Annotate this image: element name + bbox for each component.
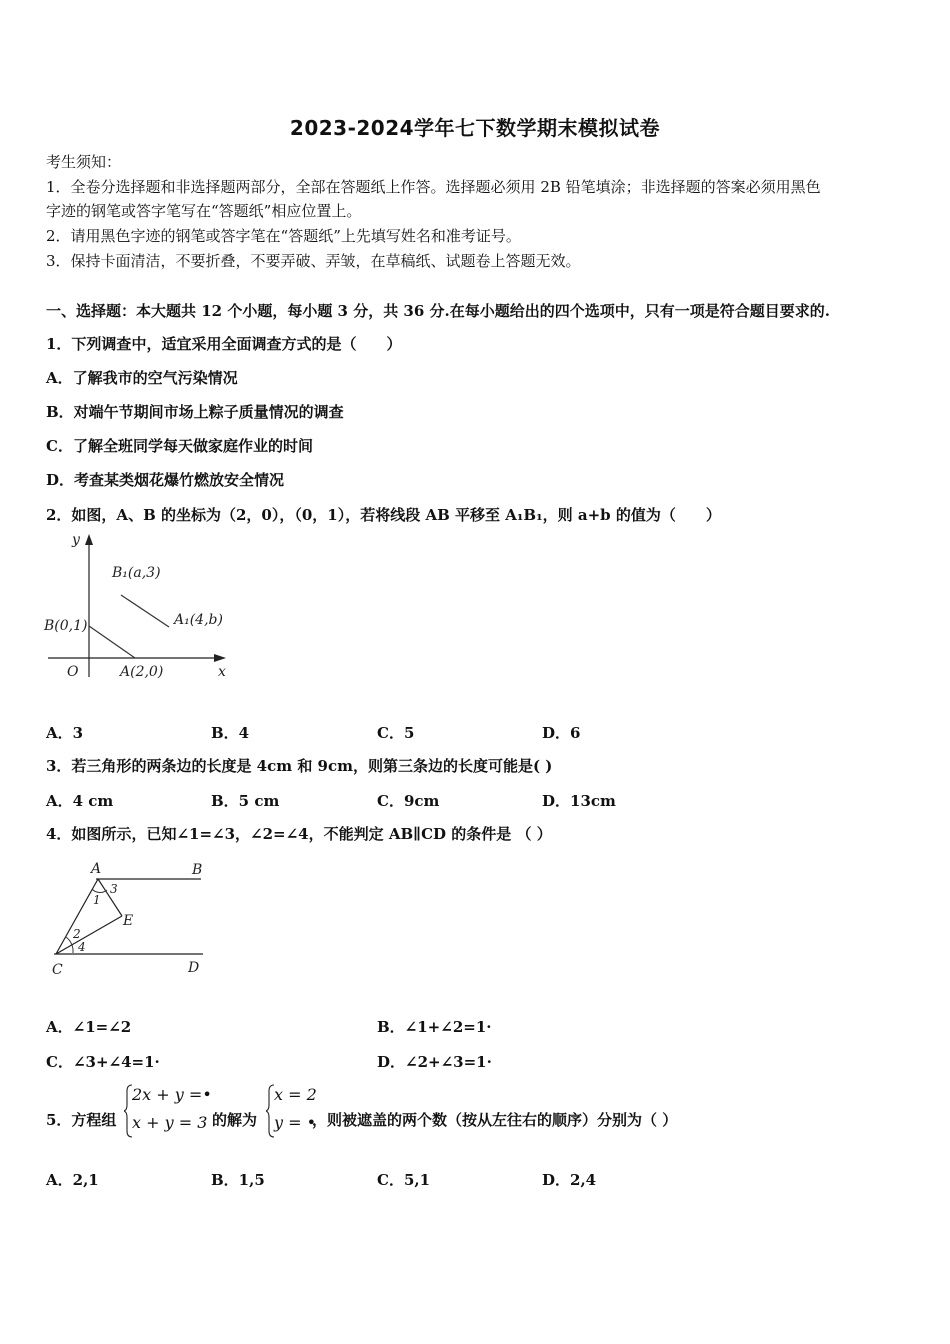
question-5-suffix: ，则被遮盖的两个数（按从左往右的顺序）分别为（ ） bbox=[312, 1111, 678, 1129]
question-3-option-a: A．4 cm bbox=[46, 792, 114, 810]
angle-1-label: 1 bbox=[93, 893, 101, 907]
angle-2-label: 2 bbox=[73, 927, 81, 941]
solution-x: x = 2 bbox=[274, 1085, 317, 1104]
question-5-option-b: B．1,5 bbox=[211, 1171, 265, 1189]
page-title: 2023-2024学年七下数学期末模拟试卷 bbox=[289, 116, 661, 140]
solution-y: y = • bbox=[274, 1113, 317, 1132]
question-5-option-d: D．2,4 bbox=[542, 1171, 597, 1189]
origin-label: O bbox=[67, 664, 79, 680]
question-2-option-c: C．5 bbox=[377, 724, 415, 742]
question-2-stem: 2．如图，A、B 的坐标为（2，0），（0，1），若将线段 AB 平移至 A₁B₁，则 a+b 的值为（ ） bbox=[46, 506, 721, 524]
question-3-option-d: D．13cm bbox=[542, 792, 616, 810]
point-a-label: A(2,0) bbox=[120, 664, 164, 680]
equation-1: 2x + y =• bbox=[132, 1085, 212, 1104]
question-4-stem: 4．如图所示，已知∠1=∠3，∠2=∠4，不能判定 AB∥CD 的条件是 （ ） bbox=[46, 825, 552, 843]
notice-item-2: 2．请用黑色字迹的钢笔或答字笔在“答题纸”上先填写姓名和准考证号。 bbox=[46, 227, 521, 245]
question-1-option-d: D．考查某类烟花爆竹燃放安全情况 bbox=[46, 471, 285, 489]
notice-item-1: 1．全卷分选择题和非选择题两部分，全部在答题纸上作答。选择题必须用 2B 铅笔填涂；非选择题的答案必须用黑色 bbox=[46, 178, 821, 196]
question-3-stem: 3．若三角形的两条边的长度是 4cm 和 9cm，则第三条边的长度可能是( ) bbox=[46, 757, 553, 775]
point-a1-label: A₁(4,b) bbox=[174, 612, 223, 628]
question-2-option-d: D．6 bbox=[542, 724, 581, 742]
point-d-label: D bbox=[188, 960, 200, 976]
notice-item-1-cont: 字迹的钢笔或答字笔写在“答题纸”相应位置上。 bbox=[46, 202, 362, 220]
question-4-option-d: D．∠2+∠3=1· bbox=[377, 1053, 492, 1071]
question-2-option-b: B．4 bbox=[211, 724, 250, 742]
question-5-option-a: A．2,1 bbox=[46, 1171, 99, 1189]
notice-item-3: 3．保持卡面清洁，不要折叠，不要弄破、弄皱，在草稿纸、试题卷上答题无效。 bbox=[46, 252, 581, 270]
question-5-prefix: 5．方程组 bbox=[46, 1111, 117, 1129]
question-4-option-a: A．∠1=∠2 bbox=[46, 1018, 132, 1036]
axis-label-x: x bbox=[218, 664, 226, 680]
section-heading: 一、选择题：本大题共 12 个小题，每小题 3 分，共 36 分.在每小题给出的四个选项中，只有一项是符合题目要求的. bbox=[46, 302, 830, 320]
question-2-option-a: A．3 bbox=[46, 724, 84, 742]
angle-3-label: 3 bbox=[110, 882, 118, 896]
point-c-label: C bbox=[52, 962, 63, 978]
axis-label-y: y bbox=[72, 532, 80, 548]
question-1-stem: 1．下列调查中，适宜采用全面调查方式的是（ ） bbox=[46, 335, 402, 353]
question-4-option-b: B．∠1+∠2=1· bbox=[377, 1018, 492, 1036]
point-b1-label: B₁(a,3) bbox=[112, 565, 161, 581]
question-5-middle: 的解为 bbox=[212, 1111, 258, 1129]
point-b-label: B(0,1) bbox=[44, 618, 88, 634]
question-5-option-c: C．5,1 bbox=[377, 1171, 431, 1189]
question-4-figure bbox=[46, 856, 216, 986]
question-1-option-c: C．了解全班同学每天做家庭作业的时间 bbox=[46, 437, 313, 455]
angle-4-label: 4 bbox=[78, 940, 86, 954]
point-a-label: A bbox=[91, 861, 102, 877]
question-1-option-b: B．对端午节期间市场上粽子质量情况的调查 bbox=[46, 403, 344, 421]
solution-system bbox=[266, 1083, 316, 1139]
point-b-label: B bbox=[192, 862, 203, 878]
question-2-figure bbox=[40, 532, 240, 682]
question-3-option-c: C．9cm bbox=[377, 792, 440, 810]
question-1-option-a: A．了解我市的空气污染情况 bbox=[46, 369, 238, 387]
equation-2: x + y = 3 bbox=[132, 1113, 208, 1132]
question-4-option-c: C．∠3+∠4=1· bbox=[46, 1053, 160, 1071]
question-3-option-b: B．5 cm bbox=[211, 792, 280, 810]
point-e-label: E bbox=[123, 913, 134, 929]
notice-heading: 考生须知： bbox=[46, 153, 122, 171]
equation-system bbox=[124, 1083, 210, 1139]
